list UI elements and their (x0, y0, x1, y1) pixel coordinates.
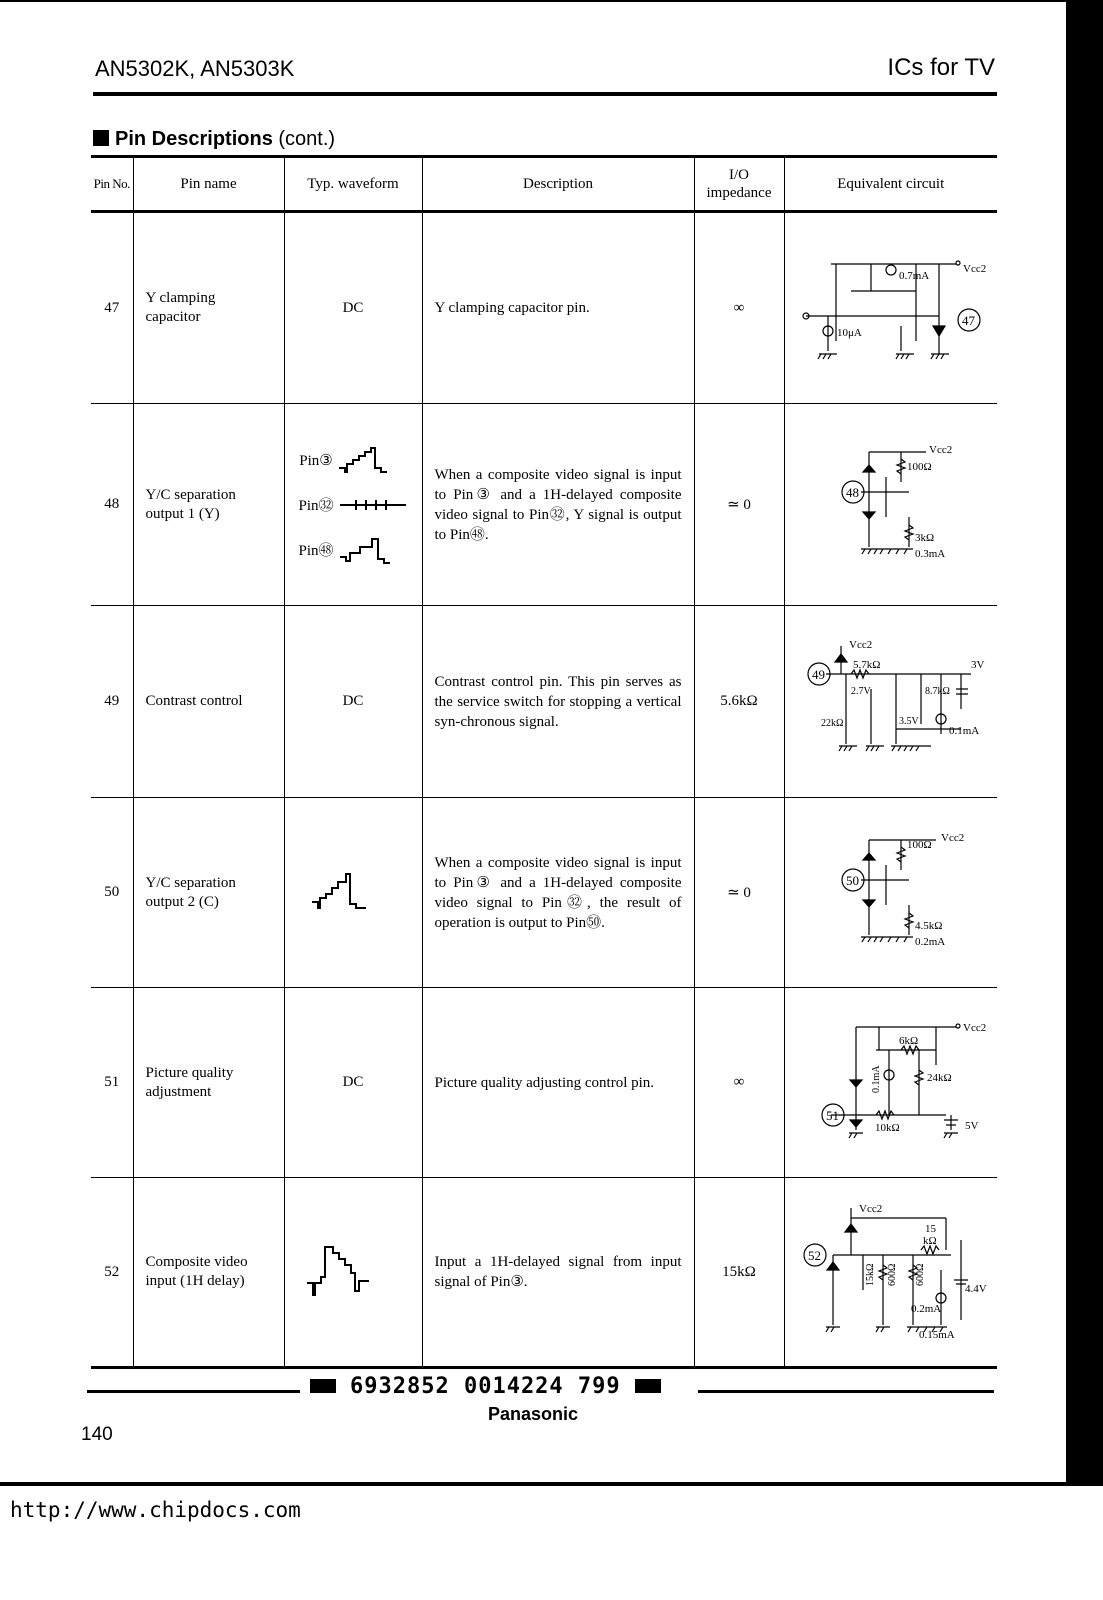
section-title (93, 128, 335, 151)
page-number: 140 (81, 1424, 113, 1445)
impedance: ≃ 0 (694, 404, 784, 606)
impedance: 15kΩ (694, 1178, 784, 1368)
description: When a composite video signal is input to Pin③ and a 1H-delayed composite video signal to Pin㉜, the result of operation is output to Pin㊿. (422, 798, 694, 988)
col-io-line1: I/O (729, 167, 749, 183)
description: Contrast control pin. This pin serves as the service switch for stopping a vertical syn-chronous signal. (422, 606, 694, 798)
staircase-waveform-icon (308, 864, 398, 916)
section-title-text: Pin Descriptions (115, 128, 273, 150)
description: Picture quality adjusting control pin. (422, 988, 694, 1178)
description: When a composite video signal is input to Pin③ and a 1H-delayed composite video signal to Pin㉜, Y signal is output to Pin㊽. (422, 404, 694, 606)
waveform-label: Pin㊽ (298, 542, 334, 559)
description: Input a 1H-delayed signal from input signal of Pin③. (422, 1178, 694, 1368)
table-row (91, 606, 997, 798)
waveform-pin3 (299, 444, 406, 476)
staircase-waveform-icon (337, 444, 407, 476)
waveform-label: Pin㉜ (298, 498, 334, 514)
circuit-value-label: 15kΩ (864, 1263, 876, 1286)
pin-name-l1: Composite video (145, 1254, 248, 1270)
part-numbers: AN5302K, AN5303K (95, 56, 295, 81)
pin-name-l1: Picture quality (145, 1064, 234, 1081)
circuit-value-label: 0.2mA (910, 1302, 941, 1315)
circuit-vcc-label: Vcc2 (858, 1202, 882, 1215)
circuit-52-diagram (791, 1200, 991, 1340)
circuit-value-label: 0.3mA (914, 548, 945, 560)
barcode-text: 6932852 0014224 799 (350, 1373, 621, 1399)
pin-name (133, 404, 284, 606)
pin-name-l1: Y/C separation (145, 486, 236, 503)
category: ICs for TV (887, 54, 995, 81)
pin-name (133, 606, 284, 798)
impedance: 5.6kΩ (694, 606, 784, 798)
scan-right-edge (1066, 0, 1103, 1486)
circuit-pin-label: 51 (825, 1108, 839, 1123)
circuit-value-label: kΩ (922, 1234, 937, 1247)
video-line-waveform-icon (303, 1239, 403, 1301)
pin-name-l2: capacitor (145, 309, 201, 325)
circuit-value-label: 4.4V (964, 1282, 987, 1295)
waveform-list (285, 444, 422, 565)
barcode-strip (310, 1373, 694, 1399)
bullet-square-icon (93, 130, 109, 146)
circuit-value-label: 0.1mA (948, 725, 979, 737)
waveform (284, 1178, 422, 1368)
col-pin-name: Pin name (133, 157, 284, 212)
circuit-current-label: 10μA (836, 326, 862, 339)
circuit-value-label: 24kΩ (926, 1072, 952, 1084)
burst-waveform-icon (338, 495, 408, 515)
waveform: DC (284, 606, 422, 798)
circuit-vcc-label: Vcc2 (962, 262, 986, 275)
circuit-value-label: 22kΩ (820, 718, 844, 729)
brand-logo: Panasonic (488, 1404, 579, 1424)
table-row (91, 798, 997, 988)
pin-name-l1: Contrast control (145, 693, 243, 709)
circuit-pin-label: 48 (845, 485, 859, 500)
col-circuit: Equivalent circuit (784, 157, 997, 212)
circuit-value-label: 3V (970, 659, 985, 671)
circuit-48-diagram (791, 437, 991, 567)
pin-name-l2: input (1H delay) (145, 1273, 245, 1289)
impedance: ≃ 0 (694, 798, 784, 988)
circuit-49-diagram (791, 634, 991, 764)
circuit-value-label: 3.5V (898, 716, 919, 727)
circuit-value-label: 6kΩ (898, 1035, 918, 1047)
col-io-impedance (694, 157, 784, 212)
pin-no: 51 (91, 988, 133, 1178)
waveform-pin52 (298, 494, 407, 515)
circuit-value-label: 100Ω (906, 461, 932, 473)
circuit-value-label: 4.5kΩ (914, 920, 943, 932)
header-rule (93, 92, 997, 96)
pin-name-l2: output 2 (C) (145, 893, 219, 910)
circuit-vcc-label: Vcc2 (940, 832, 964, 844)
source-url[interactable]: http://www.chipdocs.com (10, 1498, 301, 1522)
circuit-value-label: 100Ω (906, 839, 932, 851)
table-row (91, 404, 997, 606)
pin-name-l1: Y clamping (145, 290, 216, 306)
table-row (91, 988, 997, 1178)
equivalent-circuit (784, 798, 997, 988)
impedance: ∞ (694, 988, 784, 1178)
circuit-value-label: 5.7kΩ (852, 659, 881, 671)
circuit-value-label: 600Ω (914, 1263, 926, 1286)
footer-rule-right (698, 1390, 994, 1393)
circuit-value-label: 8.7kΩ (924, 686, 950, 697)
equivalent-circuit (784, 1178, 997, 1368)
col-io-line2: impedance (706, 185, 772, 201)
impedance: ∞ (694, 212, 784, 404)
pin-no: 47 (91, 212, 133, 404)
waveform (284, 798, 422, 988)
circuit-vcc-label: Vcc2 (928, 444, 952, 456)
circuit-vcc-label: Vcc2 (848, 639, 872, 651)
col-waveform: Typ. waveform (284, 157, 422, 212)
circuit-value-label: 0.15mA (918, 1328, 955, 1340)
col-description: Description (422, 157, 694, 212)
waveform-pin48 (298, 533, 407, 565)
circuit-value-label: 5V (964, 1120, 979, 1132)
table-row (91, 1178, 997, 1368)
pin-name (133, 988, 284, 1178)
circuit-value-label: 0.1mA (870, 1065, 882, 1093)
scan-top-line (0, 0, 1066, 2)
circuit-value-label: 600Ω (886, 1263, 898, 1286)
pin-name (133, 212, 284, 404)
section-suffix: (cont.) (278, 128, 336, 150)
pin-no: 48 (91, 404, 133, 606)
pin-name-l2: output 1 (Y) (145, 505, 220, 522)
pin-no: 52 (91, 1178, 133, 1368)
waveform: DC (284, 212, 422, 404)
circuit-value-label: 15 (924, 1222, 936, 1235)
circuit-pin-label: 52 (807, 1247, 821, 1263)
pin-name (133, 798, 284, 988)
circuit-47-diagram (791, 246, 991, 366)
pin-no: 50 (91, 798, 133, 988)
circuit-pin-label: 47 (961, 312, 975, 328)
equivalent-circuit (784, 606, 997, 798)
pin-no: 49 (91, 606, 133, 798)
circuit-50-diagram (791, 825, 991, 955)
pin-name (133, 1178, 284, 1368)
equivalent-circuit (784, 404, 997, 606)
barcode-block-icon (310, 1379, 336, 1393)
table-header-row (91, 157, 997, 212)
circuit-51-diagram (791, 1015, 991, 1145)
pin-name-l2: adjustment (145, 1083, 212, 1100)
circuit-value-label: 3kΩ (914, 532, 934, 544)
circuit-value-label: 2.7V (850, 686, 871, 697)
pin-name-l1: Y/C separation (145, 874, 236, 891)
circuit-current-label: 0.7mA (898, 269, 929, 282)
waveform: DC (284, 988, 422, 1178)
waveform-label: Pin③ (299, 452, 333, 469)
equivalent-circuit (784, 212, 997, 404)
scan-bottom-edge (0, 1482, 1066, 1486)
description: Y clamping capacitor pin. (422, 212, 694, 404)
equivalent-circuit (784, 988, 997, 1178)
circuit-pin-label: 49 (811, 667, 825, 682)
pin-table (91, 155, 997, 1369)
footer-rule-left (87, 1390, 300, 1393)
circuit-pin-label: 50 (845, 873, 859, 888)
circuit-value-label: 0.2mA (914, 936, 945, 948)
circuit-vcc-label: Vcc2 (962, 1022, 986, 1034)
step-waveform-icon (338, 533, 408, 565)
table-row (91, 212, 997, 404)
waveform (284, 404, 422, 606)
barcode-block-icon (635, 1379, 661, 1393)
circuit-value-label: 10kΩ (874, 1122, 900, 1134)
col-pin-no: Pin No. (91, 157, 133, 212)
